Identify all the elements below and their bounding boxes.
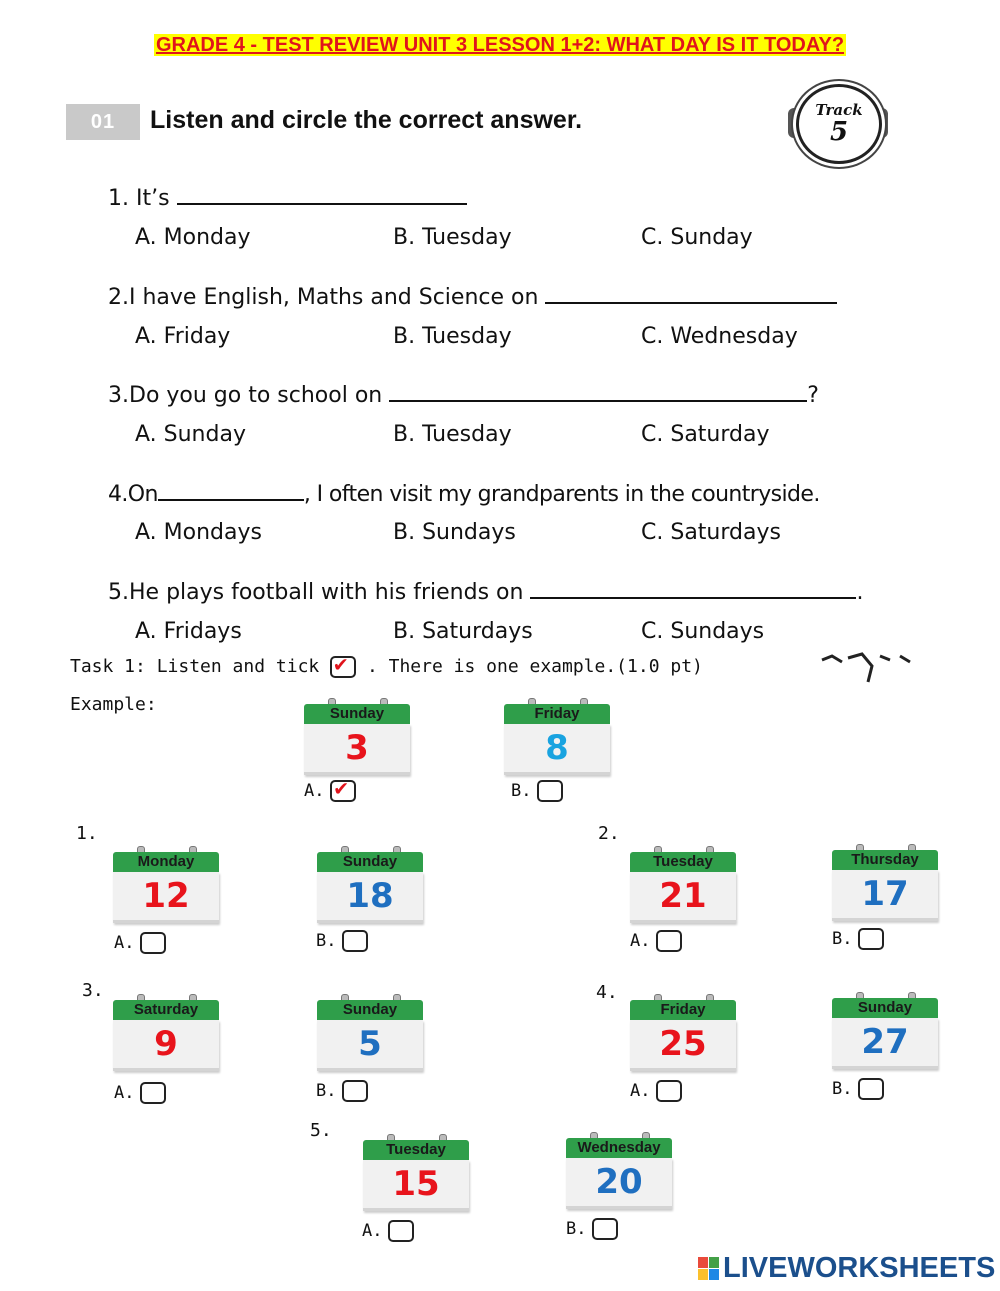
page-title: GRADE 4 - TEST REVIEW UNIT 3 LESSON 1+2: WHAT DAY IS IT TODAY? bbox=[155, 34, 845, 56]
choice-label: B. bbox=[832, 928, 884, 950]
tick-checkbox[interactable] bbox=[330, 780, 356, 802]
calendar-date: 5 bbox=[358, 1024, 382, 1064]
liveworksheets-logo: LIVEWORKSHEETS bbox=[698, 1252, 995, 1285]
choice-label: A. bbox=[362, 1220, 414, 1242]
tick-checkbox[interactable] bbox=[537, 780, 563, 802]
calendar-date: 12 bbox=[142, 876, 190, 916]
question-2: 2.I have English, Maths and Science on bbox=[108, 280, 837, 310]
task-item-number: 5. bbox=[310, 1120, 332, 1141]
task-item-number: 2. bbox=[598, 823, 620, 844]
choice-label: B. bbox=[316, 1080, 368, 1102]
option[interactable]: B. Tuesday bbox=[393, 324, 512, 349]
tick-checkbox[interactable] bbox=[858, 928, 884, 950]
option[interactable]: A. Monday bbox=[135, 225, 251, 250]
calendar-date: 27 bbox=[861, 1022, 909, 1062]
choice-label: A. bbox=[114, 1082, 166, 1104]
choice-label: B. bbox=[316, 930, 368, 952]
tick-sample-icon bbox=[330, 656, 356, 678]
option[interactable]: C. Saturdays bbox=[641, 520, 781, 545]
calendar-card bbox=[113, 994, 219, 1068]
task-item-number: 1. bbox=[76, 823, 98, 844]
calendar-day: Thursday bbox=[832, 850, 938, 870]
option[interactable]: A. Fridays bbox=[135, 619, 242, 644]
calendar-card bbox=[630, 994, 736, 1068]
calendar-card bbox=[504, 698, 610, 772]
answer-blank[interactable] bbox=[545, 280, 837, 304]
option[interactable]: C. Wednesday bbox=[641, 324, 798, 349]
task1-instruction: Task 1: Listen and tick ✔ . There is one example.(1.0 pt) bbox=[70, 656, 703, 678]
tick-checkbox[interactable] bbox=[342, 1080, 368, 1102]
question-1: 1. It’s bbox=[108, 181, 467, 211]
choice-label: A.✔ bbox=[304, 780, 356, 802]
option[interactable]: B. Tuesday bbox=[393, 422, 512, 447]
choice-label: B. bbox=[511, 780, 563, 802]
logo-blocks-icon bbox=[698, 1257, 719, 1280]
calendar-day: Friday bbox=[504, 704, 610, 724]
question-5: 5.He plays football with his friends on . bbox=[108, 575, 863, 605]
calendar-day: Friday bbox=[630, 1000, 736, 1020]
tick-checkbox[interactable] bbox=[656, 1080, 682, 1102]
tick-checkbox[interactable] bbox=[858, 1078, 884, 1100]
calendar-date: 15 bbox=[392, 1164, 440, 1204]
calendar-date: 3 bbox=[345, 728, 369, 768]
calendar-day: Monday bbox=[113, 852, 219, 872]
tick-checkbox[interactable] bbox=[342, 930, 368, 952]
tick-checkbox[interactable] bbox=[592, 1218, 618, 1240]
choice-label: A. bbox=[630, 1080, 682, 1102]
calendar-day: Sunday bbox=[317, 1000, 423, 1020]
answer-blank[interactable] bbox=[158, 477, 304, 501]
calendar-date: 25 bbox=[659, 1024, 707, 1064]
calendar-date: 21 bbox=[659, 876, 707, 916]
option[interactable]: B. Tuesday bbox=[393, 225, 512, 250]
section-badge: 01 bbox=[66, 104, 140, 140]
track-label: Track bbox=[815, 101, 863, 119]
tick-checkbox[interactable] bbox=[656, 930, 682, 952]
answer-blank[interactable] bbox=[530, 575, 856, 599]
calendar-day: Sunday bbox=[317, 852, 423, 872]
calendar-date: 20 bbox=[595, 1162, 643, 1202]
calendar-day: Sunday bbox=[304, 704, 410, 724]
tick-checkbox[interactable] bbox=[140, 932, 166, 954]
tick-checkbox[interactable] bbox=[140, 1082, 166, 1104]
choice-label: B. bbox=[832, 1078, 884, 1100]
option[interactable]: A. Friday bbox=[135, 324, 231, 349]
example-label: Example: bbox=[70, 694, 157, 715]
choice-label: B. bbox=[566, 1218, 618, 1240]
section-heading: Listen and circle the correct answer. bbox=[150, 106, 583, 134]
answer-blank[interactable] bbox=[389, 378, 807, 402]
choice-label: A. bbox=[114, 932, 166, 954]
calendar-date: 17 bbox=[861, 874, 909, 914]
answer-blank[interactable] bbox=[177, 181, 467, 205]
option[interactable]: A. Mondays bbox=[135, 520, 262, 545]
track-number: 5 bbox=[829, 117, 849, 147]
question-4: 4.On , I often visit my grandparents in the countryside. bbox=[108, 477, 820, 507]
calendar-card bbox=[630, 846, 736, 920]
option[interactable]: B. Saturdays bbox=[393, 619, 533, 644]
calendar-card bbox=[113, 846, 219, 920]
calendar-day: Tuesday bbox=[363, 1140, 469, 1160]
calendar-card bbox=[317, 846, 423, 920]
decorative-doodle-icon bbox=[818, 652, 914, 686]
question-3: 3.Do you go to school on ? bbox=[108, 378, 819, 408]
calendar-card bbox=[832, 844, 938, 918]
calendar-card bbox=[317, 994, 423, 1068]
calendar-card bbox=[832, 992, 938, 1066]
choice-label: A. bbox=[630, 930, 682, 952]
option[interactable]: A. Sunday bbox=[135, 422, 246, 447]
calendar-card bbox=[363, 1134, 469, 1208]
calendar-day: Sunday bbox=[832, 998, 938, 1018]
audio-track-icon[interactable] bbox=[786, 82, 890, 162]
option[interactable]: C. Saturday bbox=[641, 422, 770, 447]
task-item-number: 4. bbox=[596, 982, 618, 1003]
option[interactable]: C. Sunday bbox=[641, 225, 753, 250]
calendar-card bbox=[304, 698, 410, 772]
calendar-day: Wednesday bbox=[566, 1138, 672, 1158]
calendar-day: Saturday bbox=[113, 1000, 219, 1020]
calendar-date: 18 bbox=[346, 876, 394, 916]
calendar-day: Tuesday bbox=[630, 852, 736, 872]
option[interactable]: B. Sundays bbox=[393, 520, 516, 545]
calendar-card bbox=[566, 1132, 672, 1206]
calendar-date: 8 bbox=[545, 728, 569, 768]
calendar-date: 9 bbox=[154, 1024, 178, 1064]
option[interactable]: C. Sundays bbox=[641, 619, 765, 644]
tick-checkbox[interactable] bbox=[388, 1220, 414, 1242]
task-item-number: 3. bbox=[82, 980, 104, 1001]
